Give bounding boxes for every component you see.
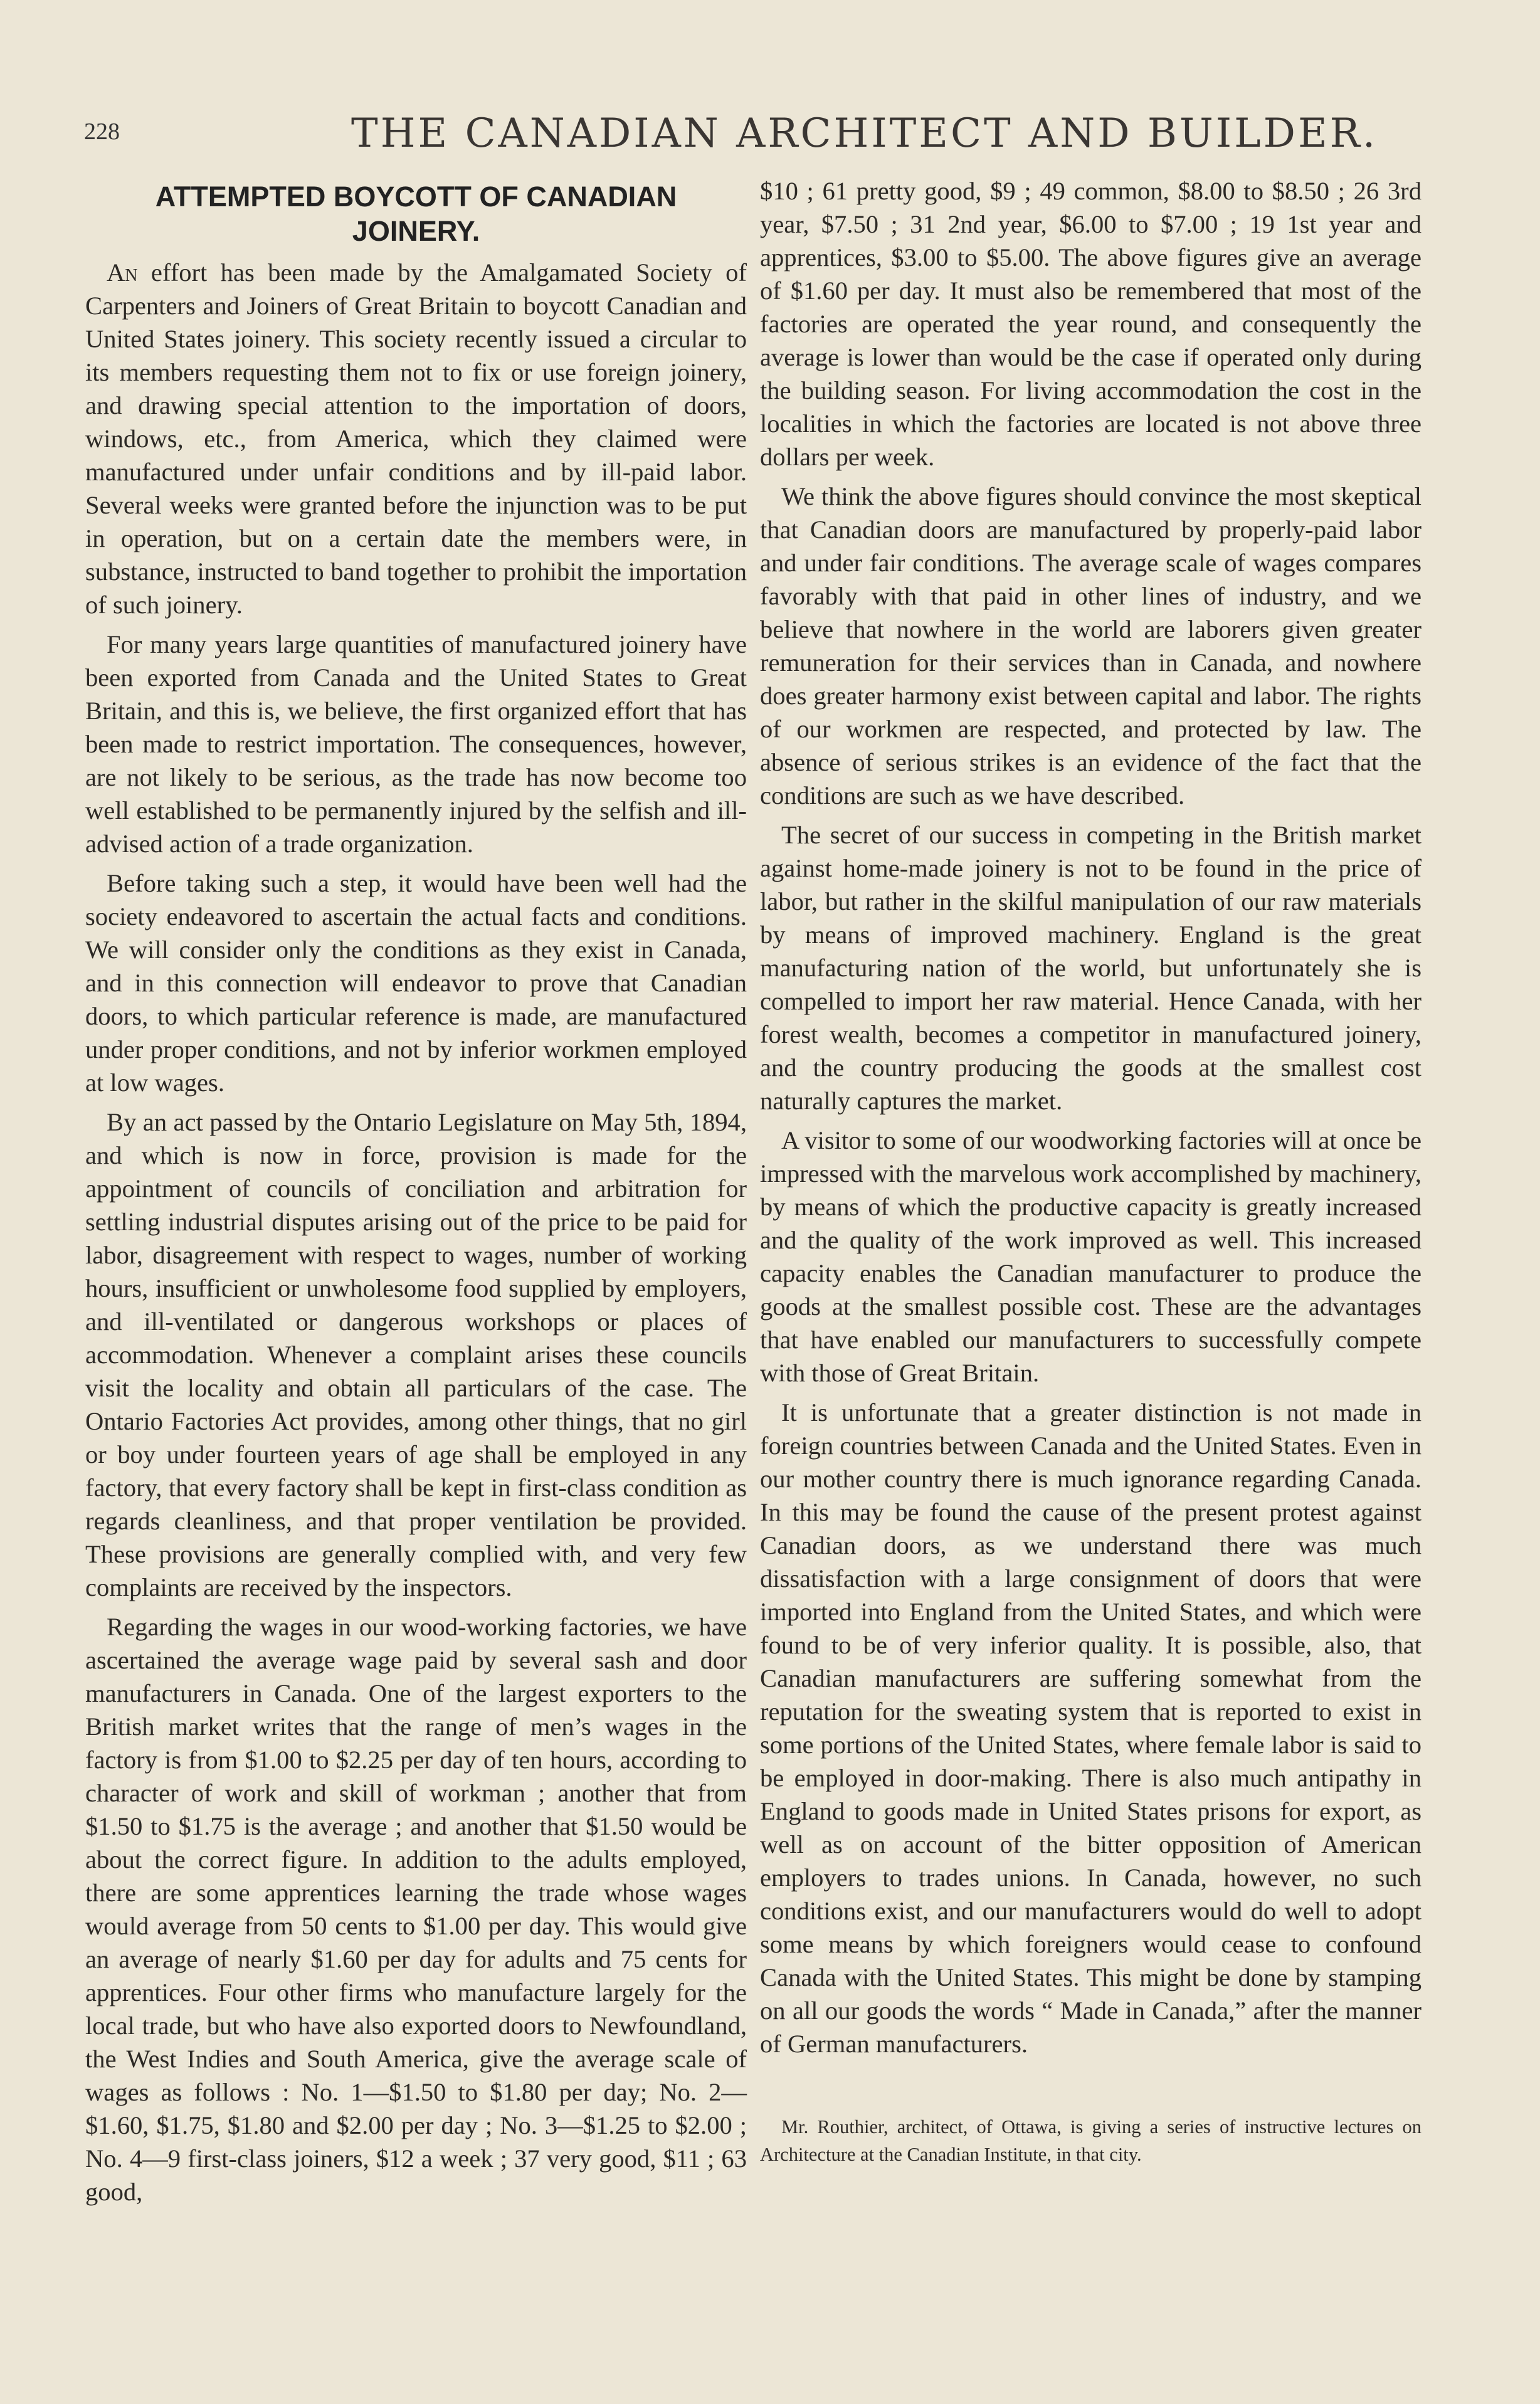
- paragraph-5-continued: $10 ; 61 pretty good, $9 ; 49 common, $8.00 to $8.50 ; 26 3rd year, $7.50 ; 31 2nd year, $6.00 to $7.00 ; 19 1st year and apprentices, $3.00 to $5.00. The above figures give an average of $1.60 per day. It must also be remembered that most of the factories are operated the year round, and consequently the average is lower than would be the case if operated only during the building season. For living accommodation the cost in the localities in which the factories are located is not above three dollars per week.: [760, 177, 1421, 471]
- paragraph-5: Regarding the wages in our wood-working factories, we have ascertained the average wage paid by several sash and door manufacturers in Canada. One of the largest exporters to the British market writes that the range of men’s wages in the factory is from $1.00 to $2.25 per day of ten hours, according to character of work and skill of workman ; another that from $1.50 to $1.75 is the average ; and another that $1.50 would be about the correct figure. In addition to the adults employed, there are some apprentices learning the trade whose wages would average from 50 cents to $1.00 per day. This would give an average of nearly $1.60 per day for adults and 75 cents for apprentices. Four other firms who manufacture largely for the local trade, but who have also exported doors to Newfoundland, the West Indies and South America, give the average scale of wages as follows : No. 1—$1.50 to $1.80 per day; No. 2—$1.60, $1.75, $1.80 and $2.00 per day ; No. 3—$1.25 to $2.00 ; No. 4—9 first-class joiners, $12 a week ; 37 very good, $11 ; 63 good,: [85, 1613, 747, 2206]
- paragraph-7: The secret of our success in competing in the British market against home-made joinery is not to be found in the price of labor, but rather in the skilful manipulation of our raw materials by means of improved machinery. England is the great manufacturing nation of the world, but unfortunately she is compelled to import her raw material. Hence Canada, with her forest wealth, becomes a competitor in manufactured joinery, and the country producing the goods at the smallest cost naturally captures the market.: [760, 821, 1421, 1115]
- right-column: [760, 174, 1421, 2188]
- article-title-line-2: JOINERY.: [352, 215, 480, 247]
- lead-word: An: [107, 258, 138, 287]
- article-title-line-1: ATTEMPTED BOYCOTT OF CANADIAN: [155, 181, 677, 213]
- paragraph-9: It is unfortunate that a greater distinction is not made in foreign countries between Canada and the United States. Even in our mother country there is much ignorance regarding Canada. In this may be found the cause of the present protest against Canadian doors, as we understand there was much dissatisfaction with a large consignment of doors that were imported into England from the United States, and which were found to be of very inferior quality. It is possible, also, that Canadian manufacturers are suffering somewhat from the reputation for the sweating system that is reported to exist in some portions of the United States, where female labor is said to be employed in door-making. There is also much antipathy in England to goods made in United States prisons for export, as well as on account of the bitter opposition of American employers to trades unions. In Canada, however, no such conditions exist, and our manufacturers would do well to adopt some means by which foreigners would cease to confound Canada with the United States. This might be done by stamping on all our goods the words “ Made in Canada,” after the manner of German manufacturers.: [760, 1398, 1421, 2058]
- paragraph-3: Before taking such a step, it would have been well had the society endeavored to ascertain the actual facts and conditions. We will consider only the conditions as they exist in Canada, and in this connection will endeavor to prove that Canadian doors, to which particular reference is made, are manufactured under proper conditions, and not by inferior workmen employed at low wages.: [85, 869, 747, 1097]
- article-title: [85, 179, 747, 248]
- page-number: 228: [84, 119, 120, 145]
- news-note: Mr. Routhier, architect, of Ottawa, is giving a series of instructive lectures on Architecture at the Canadian Institute, in that city.: [760, 2116, 1421, 2165]
- paragraph-4: By an act passed by the Ontario Legislature on May 5th, 1894, and which is now in force, provision is made for the appointment of councils of conciliation and arbitration for settling industrial disputes arising out of the price to be paid for labor, disagreement with respect to wages, number of working hours, insufficient or unwholesome food supplied by employers, and ill-ventilated or dangerous workshops or places of accommodation. Whenever a complaint arises these councils visit the locality and obtain all particulars of the case. The Ontario Factories Act provides, among other things, that no girl or boy under fourteen years of age shall be employed in any factory, that every factory shall be kept in first-class condition as regards cleanliness, and that proper ventilation be provided. These provisions are generally complied with, and very few complaints are received by the inspectors.: [85, 1108, 747, 1601]
- running-head: THE CANADIAN ARCHITECT AND BUILDER.: [351, 110, 1378, 157]
- paragraph-1-text: effort has been made by the Amalgamated Society of Carpenters and Joiners of Great Britain to boycott Canadian and United States joinery. This society recently issued a circular to its members requesting them not to fix or use foreign joinery, and drawing special attention to the importation of doors, windows, etc., from America, which they claimed were manufactured under unfair conditions and by ill-paid labor. Several weeks were granted before the injunction was to be put in operation, but on a certain date the members were, in substance, instructed to band together to prohibit the importation of such joinery.: [85, 258, 747, 619]
- paragraph-6: We think the above figures should convince the most skeptical that Canadian doors are manufactured by properly-paid labor and under fair conditions. The average scale of wages compares favorably with that paid in other lines of industry, and we believe that nowhere in the world are laborers given greater remuneration for their services than in Canada, and nowhere does greater harmony exist between capital and labor. The rights of our workmen are respected, and protected by law. The absence of serious strikes is an evidence of the fact that the conditions are such as we have described.: [760, 482, 1421, 809]
- left-column: [85, 174, 747, 2215]
- paragraph-1: [85, 256, 747, 621]
- paragraph-2: For many years large quantities of manufactured joinery have been exported from Canada and the United States to Great Britain, and this is, we believe, the first organized effort that has been made to restrict importation. The consequences, however, are not likely to be serious, as the trade has now become too well established to be permanently injured by the selfish and ill-advised action of a trade organization.: [85, 630, 747, 858]
- paragraph-8: A visitor to some of our woodworking factories will at once be impressed with the marvelous work accomplished by machinery, by means of which the productive capacity is greatly increased and the quality of the work improved as well. This increased capacity enables the Canadian manufacturer to produce the goods at the smallest possible cost. These are the advantages that have enabled our manufacturers to successfully compete with those of Great Britain.: [760, 1126, 1421, 1387]
